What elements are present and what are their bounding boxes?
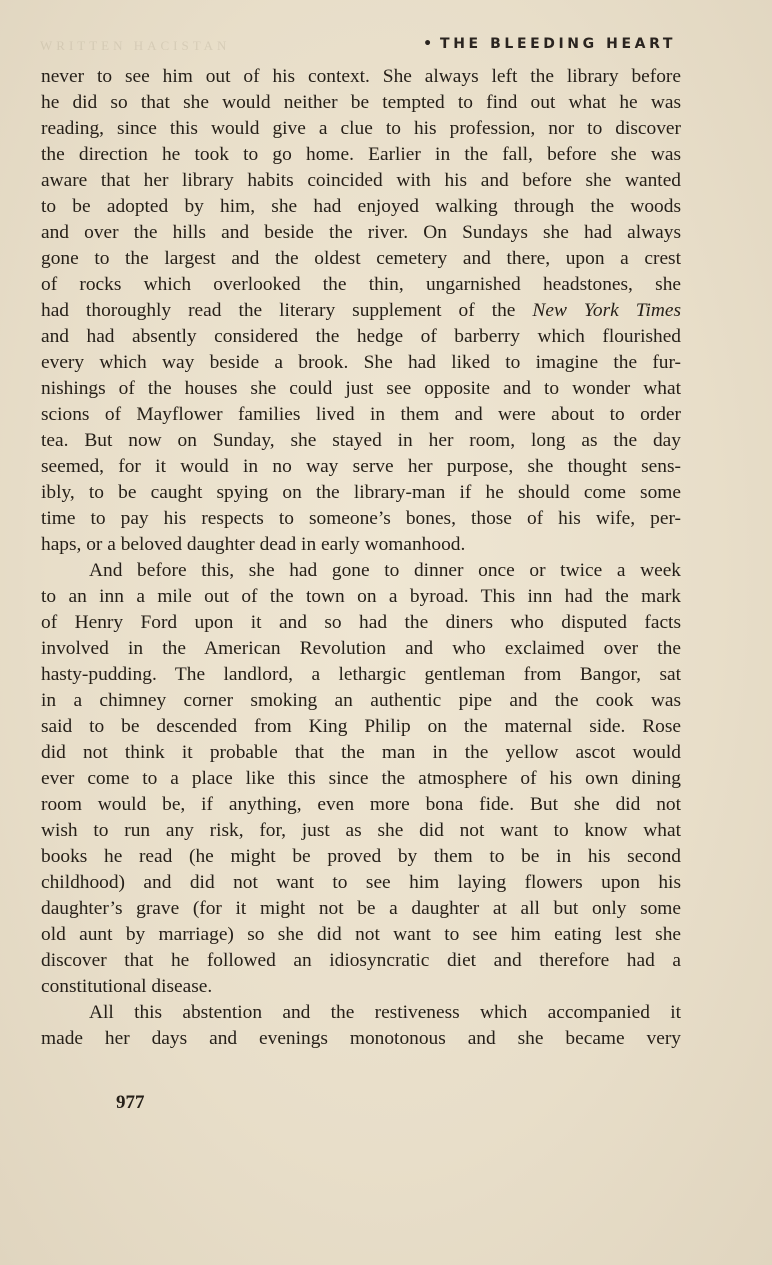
text-line: had thoroughly read the literary supplement of the <box>41 300 533 321</box>
text-line: did not think it probable that the man in the yellow ascot would <box>41 742 681 763</box>
text-line: aware that her library habits coincided with his and before she wanted <box>41 170 681 191</box>
text-line: ever come to a place like this since the atmosphere of his own dining <box>41 768 681 789</box>
text-line: never to see him out of his context. She always left the library before <box>41 66 681 87</box>
newspaper-title: New York Times <box>532 300 681 321</box>
paragraph-1 <box>41 64 681 558</box>
paragraph-2 <box>41 558 681 1000</box>
text-line: of rocks which overlooked the thin, ungarnished headstones, she <box>41 274 681 295</box>
text-line: and had absently considered the hedge of barberry which flourished <box>41 326 681 347</box>
text-line: to an inn a mile out of the town on a byroad. This inn had the mark <box>41 586 681 607</box>
running-head-title: THE BLEEDING HEART <box>440 36 676 52</box>
text-line: to be adopted by him, she had enjoyed walking through the woods <box>41 196 681 217</box>
text-line: room would be, if anything, even more bona fide. But she did not <box>41 794 681 815</box>
bleed-through-text: WRITTEN HACISTAN <box>40 38 231 53</box>
paragraph-3 <box>41 1000 681 1052</box>
text-line: seemed, for it would in no way serve her purpose, she thought sens- <box>41 456 681 477</box>
text-line: constitutional disease. <box>41 976 213 997</box>
text-line: All this abstention and the restiveness which accompanied it <box>89 1002 681 1023</box>
text-line: made her days and evenings monotonous and she became very <box>41 1028 681 1049</box>
text-line: childhood) and did not want to see him laying flowers upon his <box>41 872 681 893</box>
running-head-bullet: • <box>423 36 433 52</box>
text-line: ibly, to be caught spying on the library-man if he should come some <box>41 482 681 503</box>
text-line: he did so that she would neither be tempted to find out what he was <box>41 92 681 113</box>
text-line: said to be descended from King Philip on the maternal side. Rose <box>41 716 681 737</box>
text-line: the direction he took to go home. Earlier in the fall, before she was <box>41 144 681 165</box>
text-line: time to pay his respects to someone’s bones, those of his wife, per- <box>41 508 681 529</box>
text-line: scions of Mayflower families lived in them and were about to order <box>41 404 681 425</box>
text-line: hasty-pudding. The landlord, a lethargic gentleman from Bangor, sat <box>41 664 681 685</box>
body-text <box>41 64 681 1052</box>
text-line: nishings of the houses she could just see opposite and to wonder what <box>41 378 681 399</box>
text-line: wish to run any risk, for, just as she did not want to know what <box>41 820 681 841</box>
text-line: involved in the American Revolution and who exclaimed over the <box>41 638 681 659</box>
text-line: in a chimney corner smoking an authentic pipe and the cook was <box>41 690 681 711</box>
text-line: every which way beside a brook. She had liked to imagine the fur- <box>41 352 681 373</box>
text-line: tea. But now on Sunday, she stayed in her room, long as the day <box>41 430 681 451</box>
page-number: 977 <box>116 1092 145 1113</box>
text-line: reading, since this would give a clue to his profession, nor to discover <box>41 118 681 139</box>
text-line-with-title <box>41 298 681 324</box>
running-head <box>423 36 676 52</box>
text-line: daughter’s grave (for it might not be a daughter at all but only some <box>41 898 681 919</box>
text-line: old aunt by marriage) so she did not want to see him eating lest she <box>41 924 681 945</box>
text-line: gone to the largest and the oldest cemetery and there, upon a crest <box>41 248 681 269</box>
text-line: haps, or a beloved daughter dead in early womanhood. <box>41 534 466 555</box>
text-line: of Henry Ford upon it and so had the diners who disputed facts <box>41 612 681 633</box>
text-line: discover that he followed an idiosyncratic diet and therefore had a <box>41 950 681 971</box>
text-line: books he read (he might be proved by them to be in his second <box>41 846 681 867</box>
text-line: and over the hills and beside the river. On Sundays she had always <box>41 222 681 243</box>
text-line: And before this, she had gone to dinner once or twice a week <box>89 560 681 581</box>
